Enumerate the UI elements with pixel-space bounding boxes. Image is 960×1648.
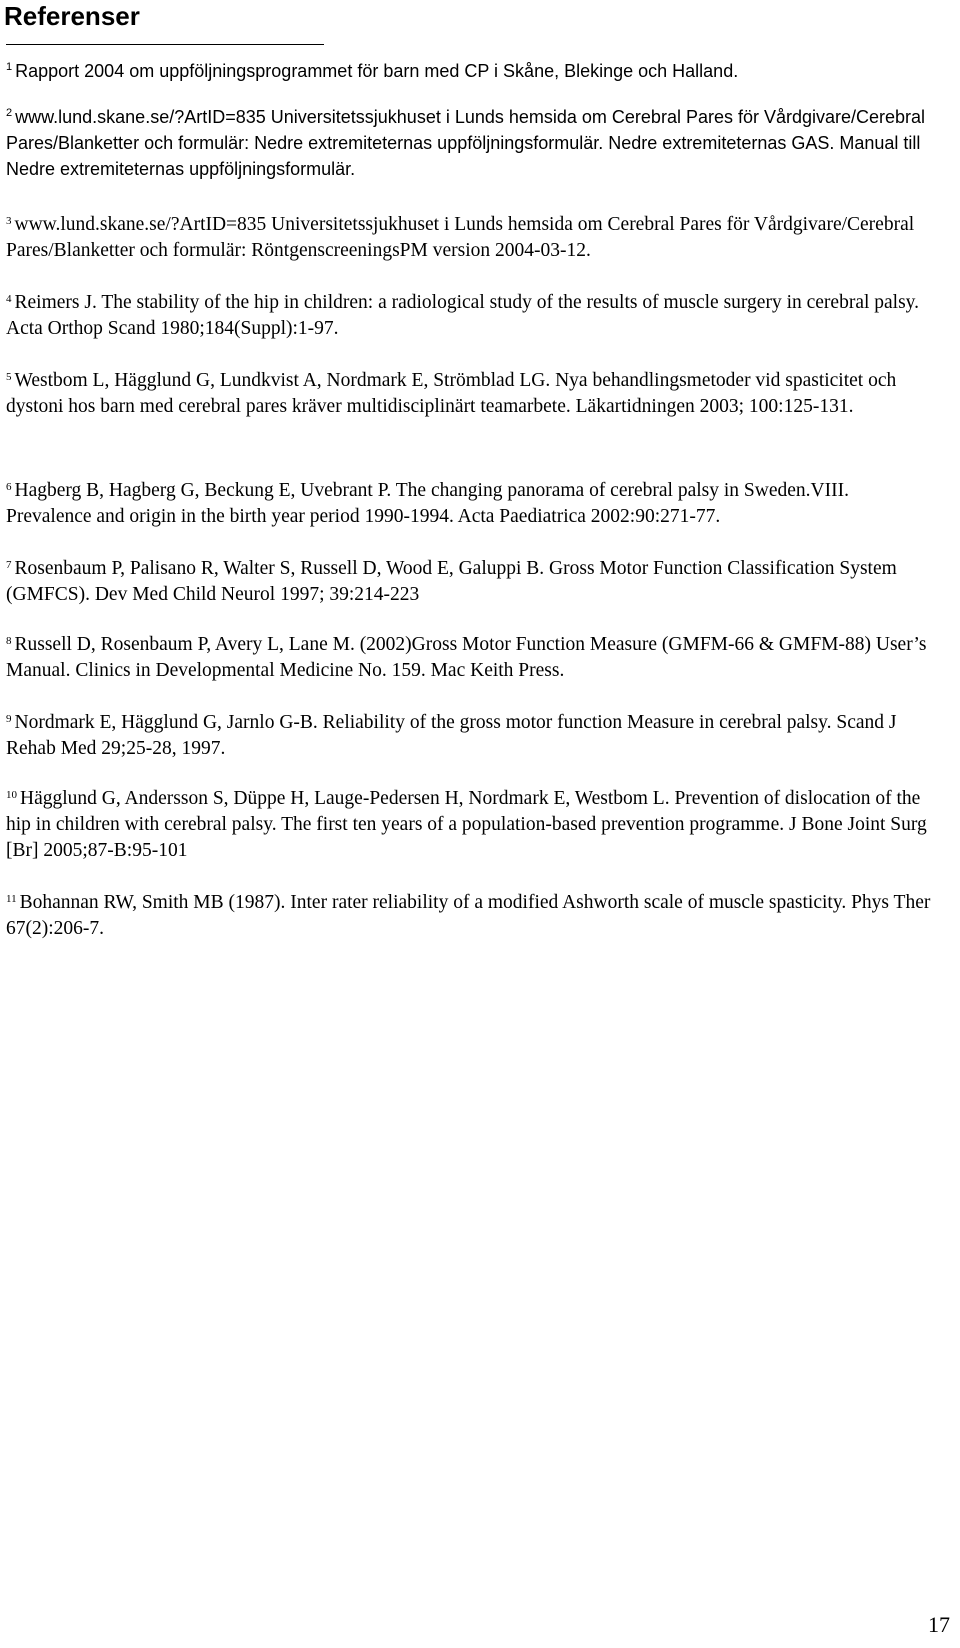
- reference-number: 3: [6, 215, 12, 227]
- reference-number: 11: [6, 893, 17, 905]
- reference-item: [6, 290, 936, 342]
- page-number: 17: [928, 1612, 950, 1637]
- reference-item: [6, 556, 936, 608]
- reference-item: [6, 710, 936, 762]
- reference-text: www.lund.skane.se/?ArtID=835 Universitetssjukhuset i Lunds hemsida om Cerebral Pares för Vårdgivare/Cerebral Pares/Blanketter och formulär: Nedre extremiteternas uppföljningsformulär. Nedre extremiteternas GAS. Manual till Nedre extremiteternas uppföljningsformulär.: [6, 107, 926, 179]
- reference-text: Rosenbaum P, Palisano R, Walter S, Russell D, Wood E, Galuppi B. Gross Motor Function Classification System (GMFCS). Dev Med Child Neurol 1997; 39:214-223: [6, 558, 897, 605]
- reference-number: 10: [6, 789, 17, 801]
- reference-item: [6, 632, 936, 684]
- reference-text: Reimers J. The stability of the hip in children: a radiological study of the results of muscle surgery in cerebral palsy. Acta Orthop Scand 1980;184(Suppl):1-97.: [6, 292, 920, 339]
- reference-text: Westbom L, Hägglund G, Lundkvist A, Nordmark E, Strömblad LG. Nya behandlingsmetoder vid spasticitet och dystoni hos barn med cerebral pares kräver multidisciplinärt teamarbete. Läkartidningen 2003; 100:125-131.: [6, 370, 897, 417]
- reference-item: [6, 786, 936, 864]
- reference-item: [6, 368, 936, 420]
- reference-text: Bohannan RW, Smith MB (1987). Inter rater reliability of a modified Ashworth scale of muscle spasticity. Phys Ther 67(2):206-7.: [6, 892, 931, 939]
- reference-item: [6, 104, 936, 182]
- reference-text: Rapport 2004 om uppföljningsprogrammet för barn med CP i Skåne, Blekinge och Halland.: [15, 61, 739, 81]
- reference-text: Hägglund G, Andersson S, Düppe H, Lauge-Pedersen H, Nordmark E, Westbom L. Prevention of dislocation of the hip in children with cerebral palsy. The first ten years of a population-based prevention programme. J Bone Joint Surg [Br] 2005;87-B:95-101: [6, 788, 927, 861]
- reference-item: [6, 212, 936, 264]
- reference-item: [6, 890, 936, 942]
- reference-item: [6, 478, 936, 530]
- reference-number: 2: [6, 107, 13, 119]
- reference-text: Hagberg B, Hagberg G, Beckung E, Uvebrant P. The changing panorama of cerebral palsy in Sweden.VIII. Prevalence and origin in the birth year period 1990-1994. Acta Paediatrica 2002:90:271-77.: [6, 480, 849, 527]
- reference-number: 8: [6, 635, 12, 647]
- page-title: Referenser: [4, 1, 140, 31]
- reference-item: [6, 58, 936, 84]
- reference-number: 4: [6, 293, 12, 305]
- reference-number: 7: [6, 559, 12, 571]
- reference-number: 6: [6, 481, 12, 493]
- reference-text: www.lund.skane.se/?ArtID=835 Universitetssjukhuset i Lunds hemsida om Cerebral Pares för Vårdgivare/Cerebral Pares/Blanketter och formulär: RöntgenscreeningsPM version 2004-03-12.: [6, 214, 915, 261]
- reference-number: 5: [6, 371, 12, 383]
- reference-text: Russell D, Rosenbaum P, Avery L, Lane M. (2002)Gross Motor Function Measure (GMFM-66 & GMFM-88) User’s Manual. Clinics in Developmental Medicine No. 159. Mac Keith Press.: [6, 634, 927, 681]
- reference-number: 9: [6, 713, 12, 725]
- reference-number: 1: [6, 61, 13, 73]
- title-rule: [6, 44, 324, 45]
- reference-text: Nordmark E, Hägglund G, Jarnlo G-B. Reliability of the gross motor function Measure in cerebral palsy. Scand J Rehab Med 29;25-28, 1997.: [6, 712, 897, 759]
